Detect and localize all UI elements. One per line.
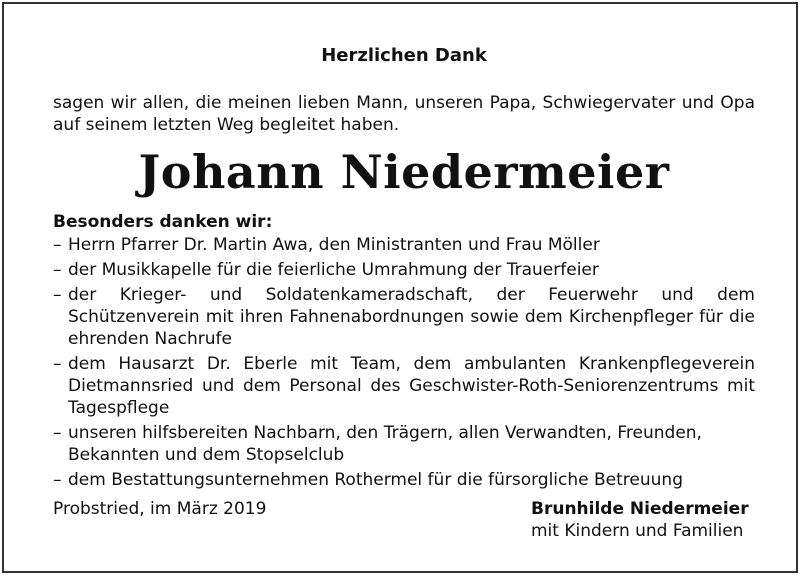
- place-date: Probstried, im März 2019: [53, 499, 267, 519]
- notice-heading: Herzlichen Dank: [321, 45, 487, 66]
- intro-text: [53, 92, 755, 136]
- deceased-name: Johann Niedermeier: [138, 145, 670, 199]
- list-item: [53, 234, 755, 256]
- signature-subtitle: mit Kindern und Familien: [531, 521, 744, 541]
- signature-block: [531, 498, 771, 542]
- list-item: [53, 284, 755, 350]
- list-item-text: Herrn Pfarrer Dr. Martin Awa, den Ministranten und Frau Möller: [68, 235, 600, 255]
- list-item-text: dem Bestattungsunternehmen Rothermel für die fürsorgliche Betreuung: [68, 470, 683, 490]
- dash-bullet: –: [53, 423, 62, 443]
- dash-bullet: –: [53, 285, 62, 305]
- intro-line-2: auf seinem letzten Weg begleitet haben.: [53, 115, 400, 135]
- dash-bullet: –: [53, 470, 62, 490]
- intro-line-1: sagen wir allen, die meinen lieben Mann, unseren Papa, Schwiegervater und Opa: [53, 93, 755, 113]
- notice-frame: [2, 2, 798, 573]
- dash-bullet: –: [53, 235, 62, 255]
- thanks-list: [53, 234, 755, 494]
- list-item-text: der Musikkapelle für die feierliche Umrahmung der Trauerfeier: [68, 260, 599, 280]
- signature-name: Brunhilde Niedermeier: [531, 499, 749, 519]
- list-item-text: dem Hausarzt Dr. Eberle mit Team, dem ambulanten Krankenpflegeverein Dietmannsried und dem Personal des Geschwister-Roth-Seniorenzentrums mit Tagespflege: [68, 354, 755, 418]
- dash-bullet: –: [53, 260, 62, 280]
- dash-bullet: –: [53, 354, 62, 374]
- list-item-text: unseren hilfsbereiten Nachbarn, den Trägern, allen Verwandten, Freunden, Bekannten und dem Stopselclub: [68, 423, 702, 465]
- list-item: [53, 353, 755, 419]
- thanks-heading: Besonders danken wir:: [53, 212, 273, 232]
- list-item-text: der Krieger- und Soldatenkameradschaft, der Feuerwehr und dem Schützenverein mit ihren Fahnenabordnungen sowie dem Kirchenpfleger für die ehrenden Nachrufe: [68, 285, 755, 349]
- list-item: [53, 422, 755, 466]
- list-item: [53, 469, 755, 491]
- list-item: [53, 259, 755, 281]
